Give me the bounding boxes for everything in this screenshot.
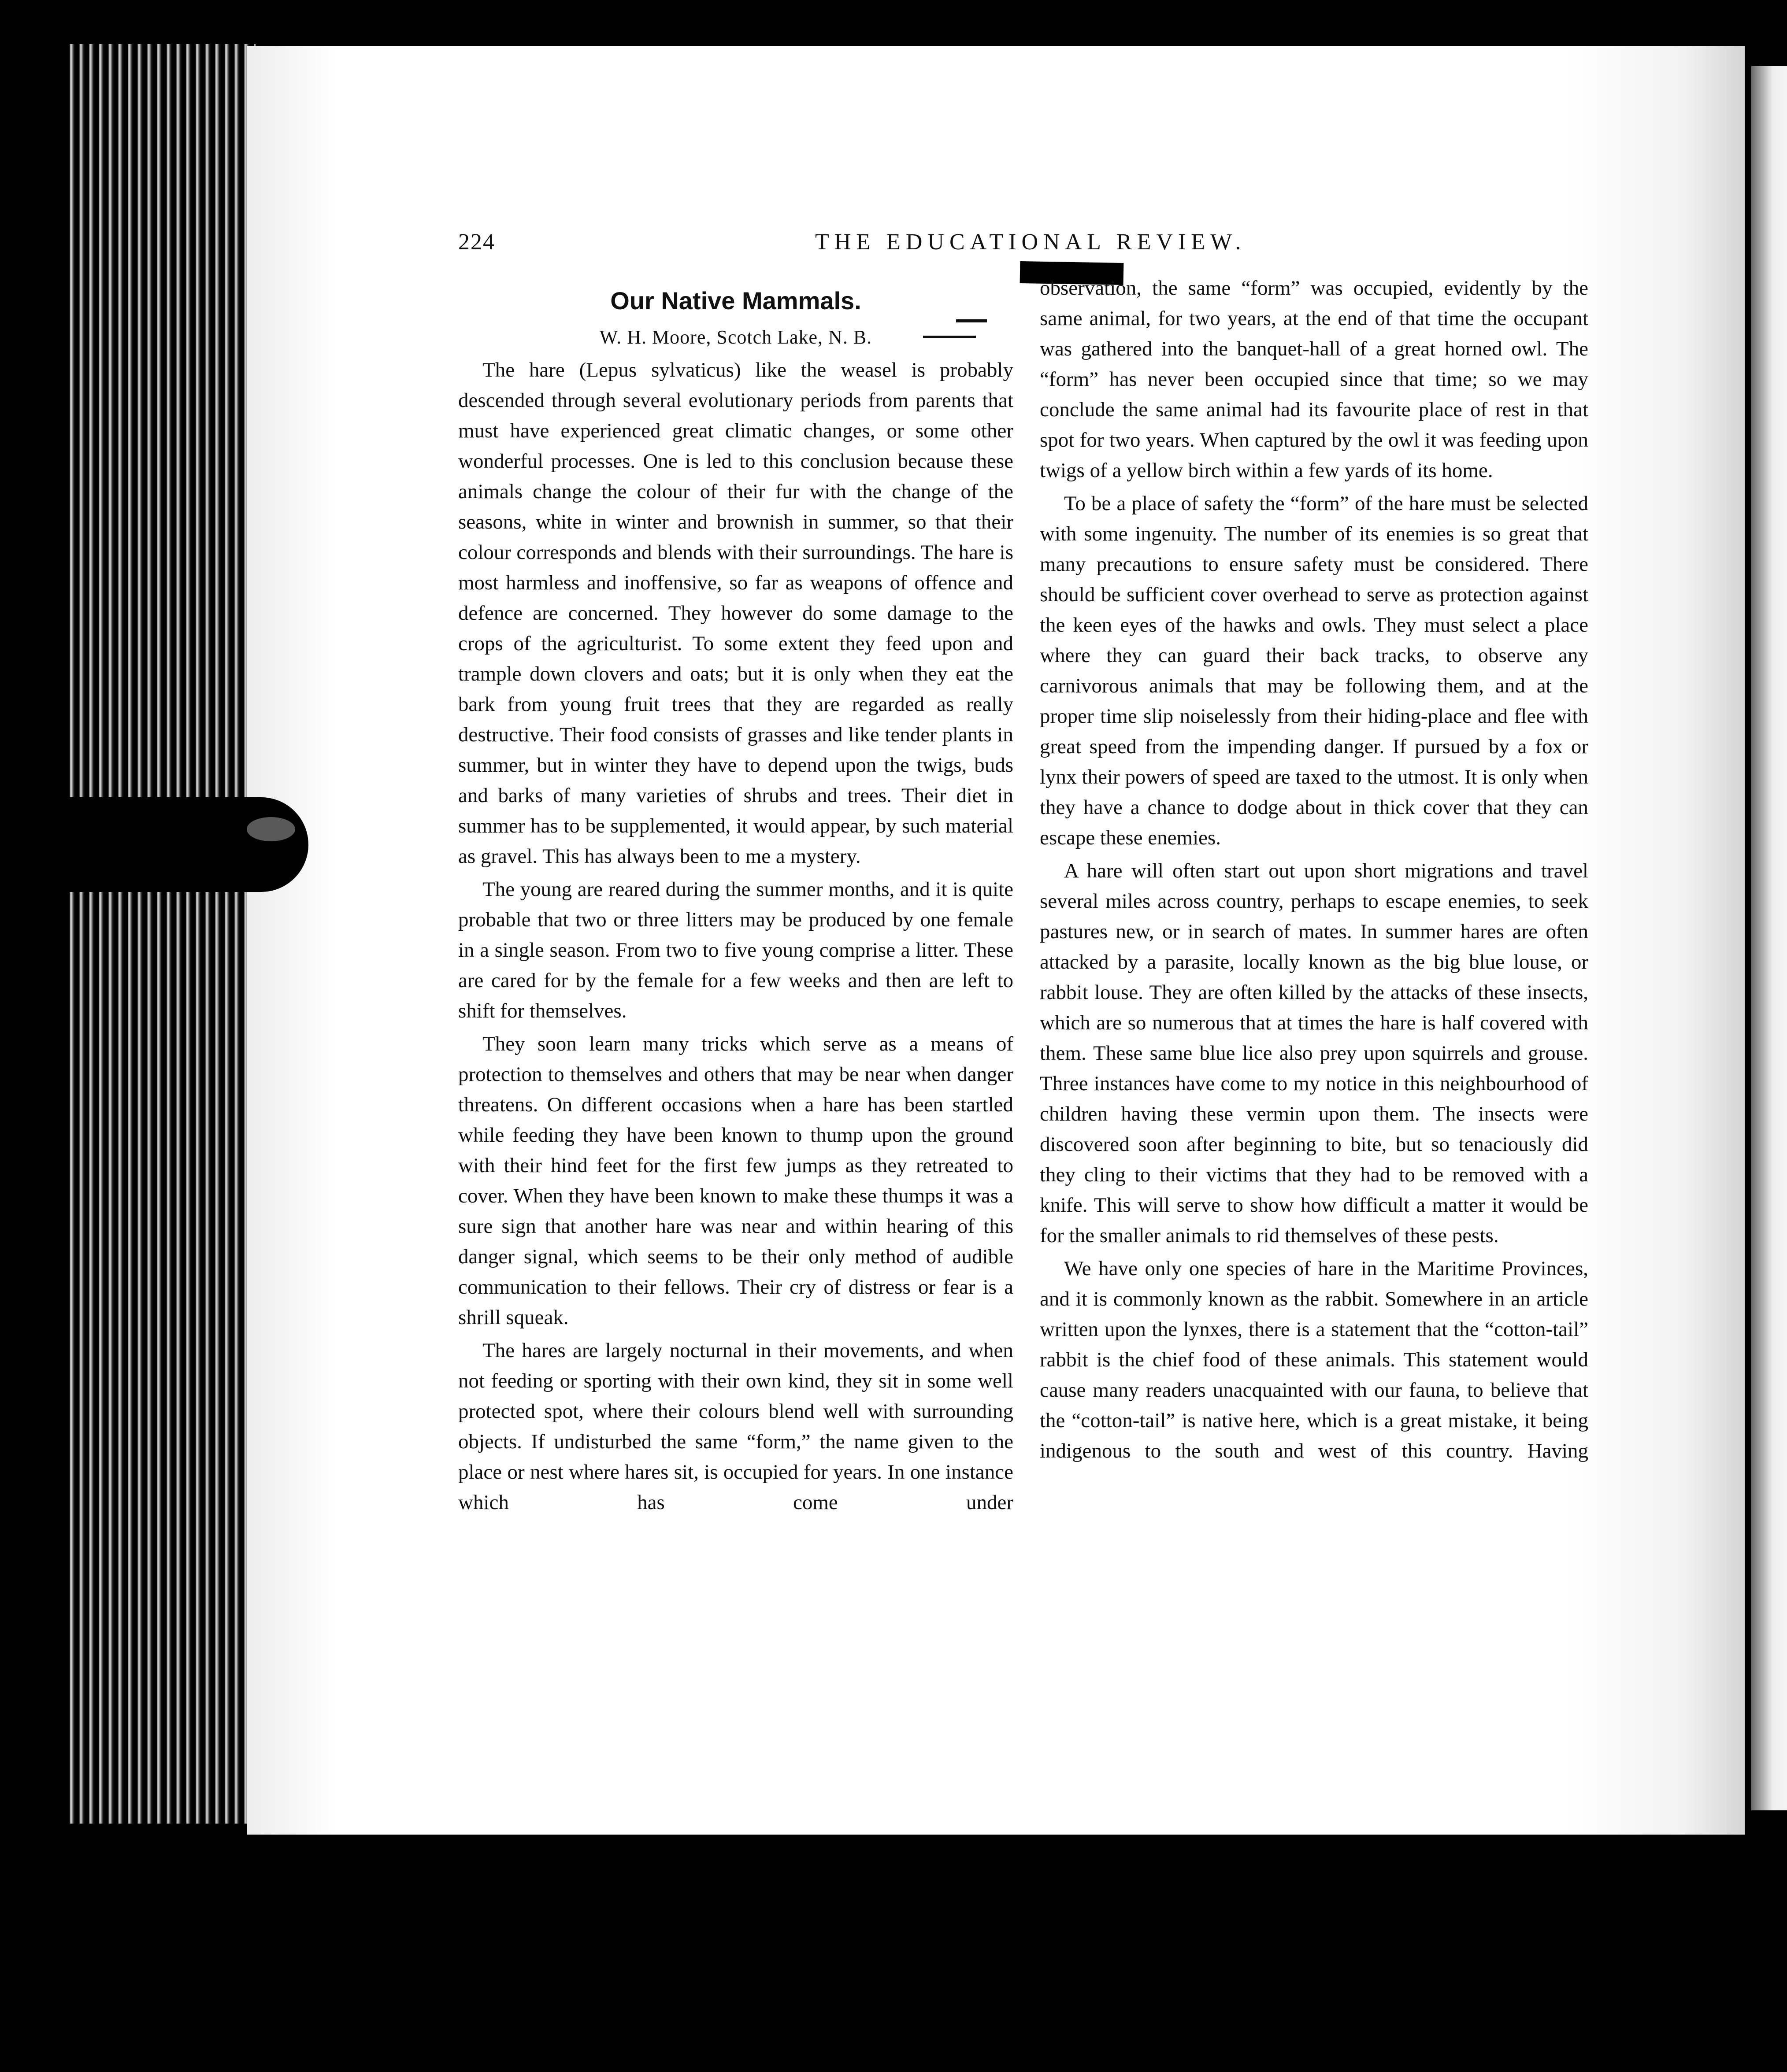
paragraph: The young are reared during the summer months, and it is quite probable that two or three litters may be produced by one female in a single season. From two to five young comprise a litter. These are cared for by the female for a few weeks and then are left to shift for themselves.	[458, 878, 1013, 1022]
article-title: Our Native Mammals.	[610, 287, 861, 314]
running-title: THE EDUCATIONAL REVIEW.	[815, 229, 1246, 255]
facing-page-edge	[1751, 66, 1787, 1810]
paragraph: A hare will often start out upon short migrations and travel several miles across country, perhaps to escape enemies, to seek pastures new, or in search of mates. In summer hares are often attacked by a parasite, locally known as the big blue louse, or rabbit louse. They are often killed by the attacks of these insects, which are so numerous that at times the hare is half covered with them. These same blue lice also prey upon squirrels and grouse. Three instances have come to my notice in this neighbourhood of children having these vermin upon them. The insects were discovered soon after beginning to bite, but so tenaciously did they cling to their victims that they had to be removed with a knife. This will serve to show how difficult a matter it would be for the smaller animals to rid themselves of these pests.	[1040, 859, 1588, 1247]
paragraph: They soon learn many tricks which serve as a means of protection to themselves and others that may be near when danger threatens. On different occasions when a hare has been startled while feeding they have been known to thump upon the ground with their hind feet for the first few jumps as they retreated to cover. When they have been known to make these thumps it was a sure sign that another hare was near and within hearing of this danger signal, which seems to be their only method of audible communication to their fellows. Their cry of distress or fear is a shrill squeak.	[458, 1032, 1013, 1329]
running-header	[458, 229, 1586, 264]
thumb-highlight	[247, 817, 295, 841]
page-number: 224	[458, 229, 495, 255]
title-rule	[923, 336, 976, 338]
left-column	[458, 282, 1013, 1521]
paragraph: The hare (Lepus sylvaticus) like the weasel is probably descended through several evolutionary periods from parents that must have experienced great climatic changes, or some other wonderful processes. One is led to this conclusion because these animals change the colour of their fur with the change of the seasons, white in winter and brownish in summer, so that their colour corresponds and blends with their surroundings. The hare is most harmless and inoffensive, so far as weapons of offence and defence are concerned. They however do some damage to the crops of the agriculturist. To some extent they feed upon and trample down clovers and oats; but it is only when they eat the bark from young fruit trees that they are regarded as really destructive. Their food consists of grasses and like tender plants in summer, but in winter they have to depend upon the twigs, buds and barks of many varieties of shrubs and trees. Their diet in summer has to be supplemented, it would appear, by such material as gravel. This has always been to me a mystery.	[458, 359, 1013, 868]
page-edges	[66, 44, 256, 1824]
thumb-shadow	[0, 797, 308, 892]
article-byline: W. H. Moore, Scotch Lake, N. B.	[599, 326, 872, 348]
paragraph: The hares are largely nocturnal in their movements, and when not feeding or sporting with their own kind, they sit in some well protected spot, where their colours blend well with surrounding objects. If undisturbed the same “form,” the name given to the place or nest where hares sit, is occupied for years. In one instance which has come under	[458, 1339, 1013, 1514]
title-rule	[956, 319, 987, 322]
right-column	[1040, 273, 1588, 1469]
paragraph: To be a place of safety the “form” of the hare must be selected with some ingenuity. The number of its enemies is so great that many precautions to ensure safety must be considered. There should be sufficient cover overhead to serve as protection against the keen eyes of the hawks and owls. They must select a place where they can guard their back tracks, to observe any carnivorous animals that may be following them, and at the proper time slip noiselessly from their hiding-place and flee with great speed from the impending danger. If pursued by a fox or lynx their powers of speed are taxed to the utmost. It is only when they have a chance to dodge about in thick cover that they can escape these enemies.	[1040, 492, 1588, 849]
paragraph: observation, the same “form” was occupied, evidently by the same animal, for two years, at the end of that time the occupant was gathered into the banquet-hall of a great horned owl. The “form” has never been occupied since that time; so we may conclude the same animal had its favourite place of rest in that spot for two years. When captured by the owl it was feeding upon twigs of a yellow birch within a few yards of its home.	[1040, 277, 1588, 482]
paragraph: We have only one species of hare in the Maritime Provinces, and it is commonly known as the rabbit. Somewhere in an article written upon the lynxes, there is a statement that the “cotton-tail” rabbit is the chief food of these animals. This statement would cause many readers unacquainted with our fauna, to believe that the “cotton-tail” is native here, which is a great mistake, it being indigenous to the south and west of this country. Having	[1040, 1257, 1588, 1462]
